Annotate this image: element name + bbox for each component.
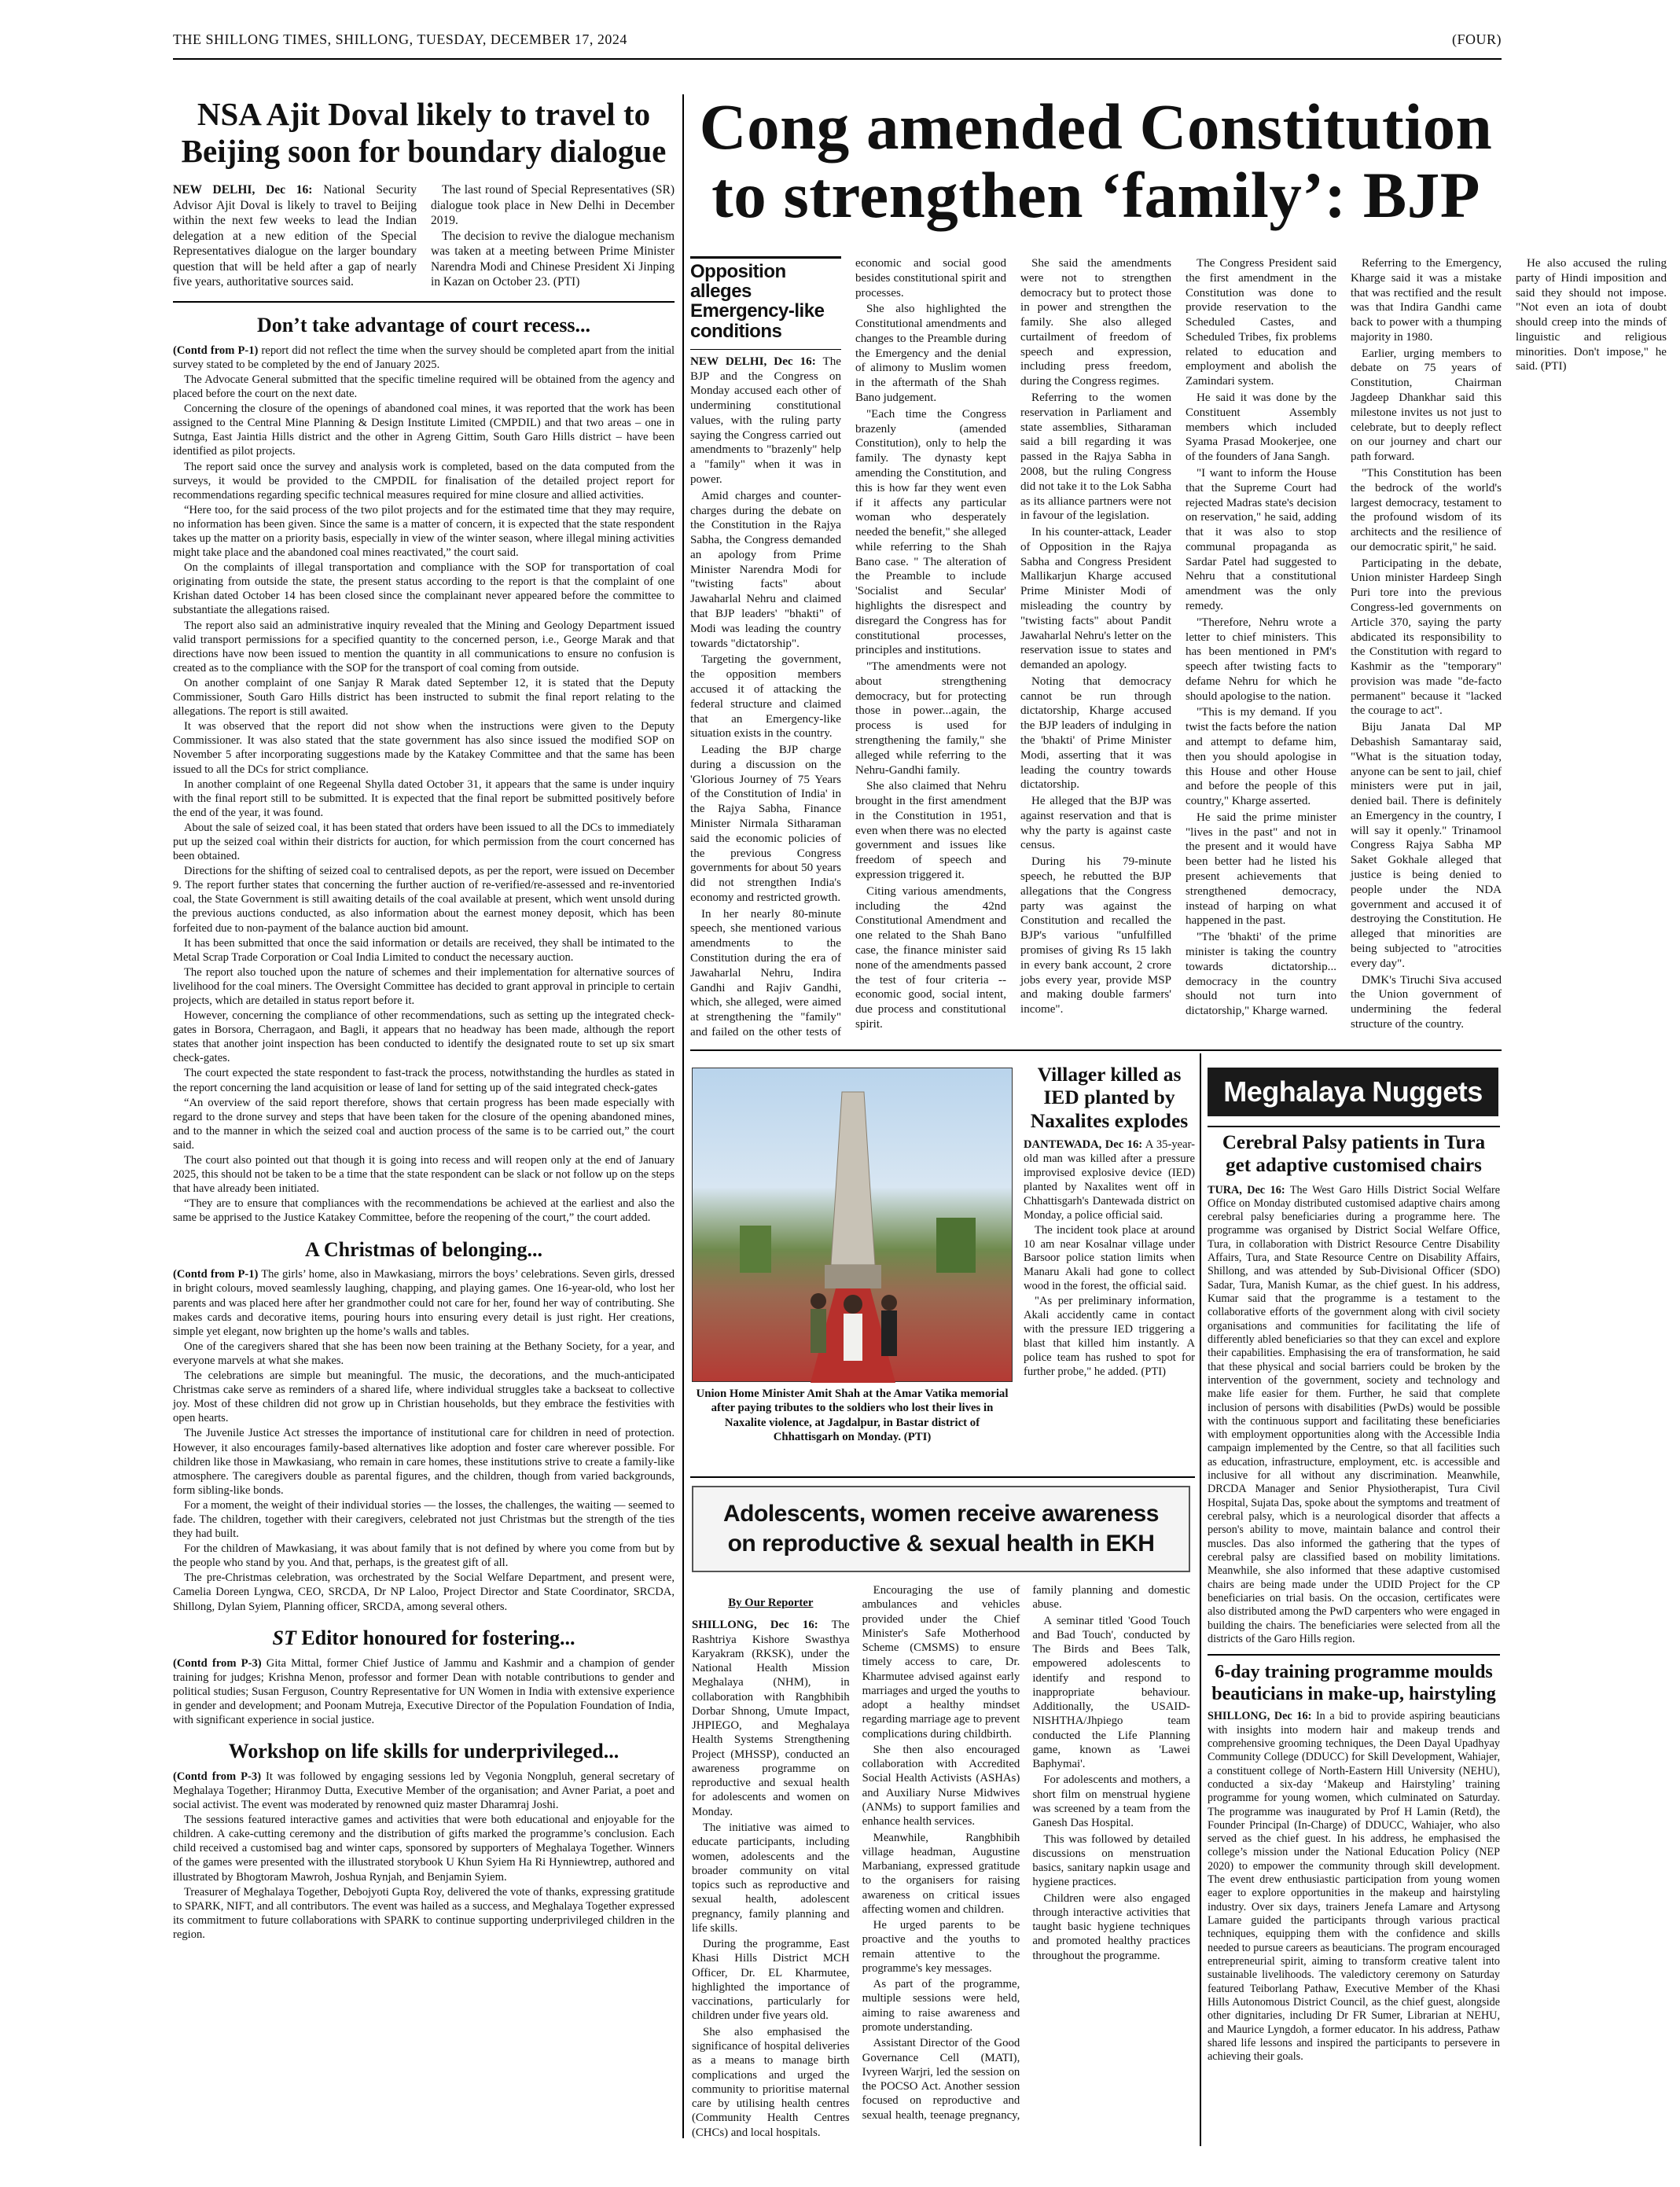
adolescents-para: The initiative was aimed to educate participants, including women, adolescents and the broader community on vital topics such as reproductive and sexual health, adolescent pregnancy, family planning and life skills. bbox=[692, 1821, 850, 1935]
villager-body bbox=[1024, 1138, 1195, 1380]
christmas-para: The pre-Christmas celebration, was orchestrated by the Social Welfare Department, and present were, Camelia Doreen Lyngwa, CEO, SRCDA, Dr NP Laloo, Project Director and State Coordinator, SRCDA, Shillong, Dylan Syiem, Planning officer, SRCDA, among several others. bbox=[173, 1571, 675, 1613]
workshop-para: It was followed by engaging sessions led by Vegonia Nongpluh, general secretary of Meghalaya Together; Hiranmoy Dutta, Executive Member of the organisation; and Avner Pariat, a poet and social activist. The event was moderated by renowned quiz master Dharamraj Joshi. bbox=[173, 1770, 675, 1812]
training-article bbox=[1208, 1710, 1500, 2064]
court-para: It was observed that the report did not show when the instructions were given to the Deputy Commissioner. It was also stated that the state government has also since issued the modified SOP on November 5 after incorporating suggestions made by the Katakey Committee and that the same has been issued to all the DCs for strict compliance. bbox=[173, 720, 675, 776]
court-para: The report said once the survey and analysis work is completed, based on the data computed from the surveys, it would be provided to the CMPDIL for finalisation of the detailed project report for recommendations regarding specific technical measures required for mine closure and allied activities. bbox=[173, 460, 675, 502]
adolescents-para: The Rashtriya Kishore Swasthya Karyakram (RKSK), under the National Health Mission Meghalaya (NHM), in collaboration with Rangbhibih Dorbar Shnong, Umute Impact, JHPIEGO, and Meghalaya Health Systems Strengthening Project (MHSSP), conducted an awareness programme on reproductive and sexual health for adolescents and women on Monday. bbox=[692, 1619, 850, 1818]
nuggets-banner: Meghalaya Nuggets bbox=[1208, 1068, 1498, 1116]
lead-para: Referring to the women reservation in Parliament and state assemblies, Sitharaman said a bill regarding it was passed in the Rajya Sabha in 2008, but the ruling Congress did not take it to the Lok Sabha as its alliance partners were not in favour of the legislation. bbox=[1020, 391, 1171, 523]
st-editor-body: Gita Mittal, former Chief Justice of Jammu and Kashmir and a champion of gender training for judges; Krishna Menon, professor and former Dean with notable contributions to gender and political studies; Susan Ferguson, Country Representative for UN Women in India with extensive experience in gender and development; and Poonam Mutreja, Executive Director of the Population Foundation of India, with significant experience in social justice. bbox=[173, 1656, 675, 1726]
lead-headline-line2: to strengthen ‘family’: BJP bbox=[711, 159, 1480, 232]
adolescents-para: Assistant Director of the Good Governance Cell (MATI), Ivyreen Warjri, led the session on the POCSO Act. Another session focused on reproductive and sexual health, teenage pregnancy, family planning and domestic abuse. bbox=[862, 1584, 1190, 2122]
lead-para: Leading the BJP charge during a discussion on the 'Glorious Journey of 75 Years of the Constitution of India' in the Rajya Sabha, Finance Minister Nirmala Sitharaman said the economic policies of the previous Congress governments for about 50 years did not strengthen India's economy and restricted growth. bbox=[690, 744, 841, 904]
adolescents-para: She then also encouraged collaboration with Accredited Social Health Activists (ASHAs) and Auxiliary Nurse Midwives (ANMs) to support families and enhance health services. bbox=[862, 1743, 1020, 1829]
court-para: The court also pointed out that though it is going into recess and will reopen only at the end of January 2025, this should not be taken to be a time that the state respondent can be slack or not follow up on the steps that have already been initiated. bbox=[173, 1154, 675, 1196]
court-para: However, concerning the compliance of other recommendations, such as setting up the integrated check-gates in Borsora, Cherragaon, and Bagli, it appears that no headway has been made, although the report states that another joint inspection has been conducted to identify the designated route to set up six smart check-gates. bbox=[173, 1009, 675, 1065]
lead-para: In her nearly 80-minute speech, she mentioned various amendments to the Constitution during the era of Jawaharlal Nehru, Indira Gandhi and Rajiv Gandhi, which, she alleged, were aimed at strengthening the "family" and failed on the other tests of economic and social good besides constitutional spirit and processes. bbox=[690, 257, 1006, 1038]
lead-sidehead: Opposition alleges Emergency-like conditions bbox=[690, 256, 841, 341]
adolescents-para: For adolescents and mothers, a short film on menstrual hygiene was screened by a team from the Ganesh Das Hospital. bbox=[1032, 1773, 1190, 1830]
nuggets-column bbox=[1208, 1121, 1500, 2151]
adolescents-para: A seminar titled 'Good Touch and Bad Touch', conducted by The Birds and Bees Talk, empowered adolescents to identify and respond to inappropriate behaviour. Additionally, the USAID-NISHTHA/Jhpiego team conducted the Life Planning game, known as 'Lawei Baphymai'. bbox=[1032, 1614, 1190, 1771]
lead-headline bbox=[690, 90, 1502, 232]
court-headline: Don’t take advantage of court recess... bbox=[256, 313, 591, 336]
lead-para: The Congress President said the first amendment in the Constitution was done to provide reservation to the Scheduled Castes, and Scheduled Tribes, fix problems related to education and employment and abolish the Zamindari system. bbox=[1186, 257, 1336, 388]
adolescents-para: Children were also engaged through interactive activities that taught basic hygiene techniques and promoted healthy practices throughout the programme. bbox=[1032, 1891, 1190, 1962]
cp-article bbox=[1208, 1184, 1500, 1647]
lead-para: "Each time the Congress brazenly (amended Constitution), only to help the family. The dynasty kept amending the Constitution, and this is how far they went even if it affects any particular woman who desperately needed the benefit," she alleged while referring to the Shah Bano case. " The alteration of the Preamble to include 'Socialist and Secular' highlights the disrespect and disregard the Congress has for constitutional processes, principles and institutions. bbox=[855, 407, 1006, 657]
christmas-para: One of the caregivers shared that she has been now been training at the Bethany Society, for a year, and everyone marvels at what she makes. bbox=[173, 1340, 675, 1367]
court-para: Directions for the shifting of seized coal to centralised depots, as per the report, were issued on December 9. The report further states that concerning the further auction of re-verified/re-assessed and re-inventoried coal, the State Government is still awaiting details of the coal available at present, which went unsold during the previous auctions conducted, as also information about the earnest money deposit, which has been forfeited due to non-payment of the balance auction bid amount. bbox=[173, 865, 675, 935]
adolescents-headline bbox=[723, 1499, 1159, 1560]
court-para: “Here too, for the said process of the two pilot projects and for the estimated time that they may require, no information has been given. Since the same is a matter of concern, it is expected that the state respondent takes up the matter on a priority basis, especially in view of the winter season, where illegal mining activities might take place and the abandoned coal mines reactivated,” the court said. bbox=[173, 503, 675, 560]
lead-para: "The amendments were not about strengthening democracy, but for protecting those in power...again, the process is used for strengthening the family," she alleged while referring to the Nehru-Gandhi family. bbox=[855, 660, 1006, 777]
adolescents-para: Encouraging the use of ambulances and vehicles provided under the Chief Minister's Safe Motherhood Scheme (CMSMS) to ensure timely access to care, Dr. Kharmutee advised against early marriages and urged the youths to adopt a healthy mindset regarding marriage age to prevent complications during childbirth. bbox=[862, 1584, 1020, 1740]
lead-para: Targeting the government, the opposition members accused it of attacking the federal structure and claimed that an Emergency-like situation exists in the country. bbox=[690, 653, 841, 741]
christmas-para: The Juvenile Justice Act stresses the importance of institutional care for children in need of protection. However, it also encourages family-based alternatives like adoption and foster care wherever possible. For children like those in Mawkasiang, who remain in care homes, these institutions strive to create a family-like atmosphere. The caregivers double as parental figures, and the children, though from varied backgrounds, form sibling-like bonds. bbox=[173, 1427, 675, 1497]
lead-para: Earlier, urging members to debate on 75 years of Constitution, Chairman Jagdeep Dhankhar said this milestone invites us not just to celebrate, but to deeply reflect on our journey and chart our path forward. bbox=[1351, 347, 1502, 464]
st-italic: ST bbox=[272, 1626, 296, 1649]
nuggets-inner-divider bbox=[1208, 1654, 1500, 1656]
court-para: It has been submitted that once the said information or details are received, they shall be intimated to the Metal Scrap Trade Corporation or Coal India Limited to conduct the necessary auction. bbox=[173, 936, 675, 964]
left-column bbox=[173, 96, 675, 2156]
lead-para: She also claimed that Nehru brought in the first amendment in the Constitution in 1951, even when there was no elected government and issues like freedom of speech and expression triggered it. bbox=[855, 780, 1006, 882]
divider bbox=[173, 301, 675, 303]
adolescents-para: Meanwhile, Rangbhibih village headman, Augustine Marbaniang, expressed gratitude to the organisers for raising awareness on critical issues affecting women and children. bbox=[862, 1831, 1020, 1916]
villager-article bbox=[1024, 1063, 1195, 1472]
lead-para: "The 'bhakti' of the prime minister is taking the country towards dictatorship... democracy in the country should not turn into dictatorship," Kharge warned. bbox=[1186, 931, 1336, 1018]
adolescents-columns bbox=[692, 1583, 1190, 2145]
adolescents-headline-line2: on reproductive & sexual health in EKH bbox=[727, 1531, 1155, 1557]
christmas-article bbox=[173, 1267, 675, 1613]
adolescents-para: As part of the programme, multiple sessions were held, aiming to raise awareness and promote understanding. bbox=[862, 1978, 1020, 2034]
lead-para: "This Constitution has been the bedrock of the world's largest democracy, testament to the profound wisdom of its architects and the resilience of our democratic spirit," he said. bbox=[1351, 466, 1502, 553]
cp-body: The West Garo Hills District Social Welfare Office on Monday distributed customised adaptive chairs among cerebral palsy beneficiaries during a programme here. The programme was organised by District Social Welfare Office, Tura, in collaboration with District Resource Centre Disability Affairs, Tura, and State Resource Centre on Disability Affairs, Shillong, and was attended by Sub-Divisional Officer (SDO) Sadar, Tura, Manish Kumar, as the chief guest. In his address, Kumar said that the programme is a testament to the collaborative efforts of the government along with civil society organisations and communities for facilitating the life of differently abled beneficiaries so that they can excel and explore their capabilities. Emphasising the era of transformation, he said that these physical and social barriers could be broken by the intervention of the government, society and technology and make life easier for them. Further, he said that complete inclusion of persons with disabilities (PwDs) would be possible with the continuous support and facilitating these beneficiaries with employment opportunities along with the Accessible India campaign implemented by the Centre, so that all facilities such as education, infrastructure, employment, etc. is accessible and inclusive for all without any discrimination. Meanwhile, DRCDA Manager and Senior Physiotherapist, Tura Civil Hospital, Sujata Das, spoke about the symptoms and treatment of cerebral palsy, which is a neurological disorder that affects a person's ability to move, maintain balance and control their muscles. Das also informed the gathering that the types of cerebral palsy are classified based on mobility limitations. Meanwhile, she also informed that these adaptive customised chairs are being made under the UDID Project for the CP beneficiaries on trial basis. On the occasion, certificates were also distributed among the PwD carpenters who were engaged in building the chairs. The beneficiaries were selected from all the districts of the Garo Hills region. bbox=[1208, 1183, 1500, 1645]
christmas-headline: A Christmas of belonging... bbox=[305, 1237, 542, 1261]
adolescents-headline-line1: Adolescents, women receive awareness bbox=[723, 1500, 1159, 1527]
st-headline-rest: Editor honoured for fostering... bbox=[296, 1626, 575, 1649]
court-para: On the complaints of illegal transportation and compliance with the SOP for transportation of coal originating from outside the state, the present status according to the report is that the complaint of one Krishan dated October 14 has been closed since the complainant never appeared before the committee to substantiate the allegations raised. bbox=[173, 561, 675, 617]
lead-para: Participating in the debate, Union minister Hardeep Singh Puri tore into the previous Congress-led governments on Article 370, saying the party abdicated its responsibility to the Constitution with regard to Kashmir as the "temporary" provision was made "de-facto permanent" because it "lacked the courage to act". bbox=[1351, 557, 1502, 718]
lead-para: Citing various amendments, including the 42nd Constitutional Amendment and one related to the Shah Bano case, the finance minister said none of the amendments passed the test of four criteria -- economic good, social intent, due process and constitutional spirit. bbox=[855, 884, 1006, 1031]
workshop-para: Treasurer of Meghalaya Together, Debojyoti Gupta Roy, delivered the vote of thanks, expressing gratitude to SPARK, NIFT, and all contributors. The event was hailed as a success, and Meghalaya Together expressed its commitment to future collaborations with SPARK to continue supporting underprivileged children in the region. bbox=[173, 1885, 675, 1941]
page-header bbox=[173, 31, 1502, 60]
christmas-contd: (Contd from P-1) bbox=[173, 1268, 259, 1281]
lead-para: Noting that democracy cannot be run through dictatorship, Kharge accused the BJP leaders of indulging in the 'bhakti' of Prime Minister Modi, asserting that it was leading the country towards dictatorship. bbox=[1020, 674, 1171, 792]
memorial-photo-illustration bbox=[693, 1068, 1013, 1383]
adolescents-divider bbox=[690, 1476, 1195, 1478]
lead-para: She also highlighted the Constitutional amendments and changes to the Preamble during the Emergency and the denial of alimony to Muslim women in the aftermath of the Shah Bano judgement. bbox=[855, 303, 1006, 405]
adolescents-para: During the programme, East Khasi Hills District MCH Officer, Dr. EL Kharmutee, highlighted the importance of vaccinations, particularly for children under five years old. bbox=[692, 1938, 850, 2023]
lead-headline-block bbox=[690, 90, 1502, 250]
adolescents-byline: By Our Reporter bbox=[728, 1597, 814, 1609]
workshop-article bbox=[173, 1770, 675, 1942]
doval-body-3: The decision to revive the dialogue mechanism was taken at a meeting between Prime Minister Narendra Modi and Chinese President Xi Jinping in Kazan on October 23. (PTI) bbox=[431, 229, 675, 289]
adolescents-headline-box bbox=[692, 1486, 1190, 1572]
villager-para: "As per preliminary information, Akali accidently came in contact with the pressure IED triggering a blast that killed him instantly. A police team has rushed to spot for further probe," he added. (PTI) bbox=[1024, 1295, 1195, 1378]
photo-caption: Union Home Minister Amit Shah at the Amar Vatika memorial after paying tributes to the soldiers who lost their lives in Naxalite violence, at Jagdalpur, in Bastar district of Chhattisgarh on Monday. (PTI) bbox=[696, 1388, 1009, 1444]
villager-para: The incident took place at around 10 am near Kosalnar village under Barsoor police station limits when Manaru Akali had gone to collect wood in the forest, the official said. bbox=[1024, 1223, 1195, 1293]
lead-para: He alleged that the BJP was against reservation and that is why the party is against caste census. bbox=[1020, 795, 1171, 852]
court-para: “An overview of the said report therefore, shows that certain progress has been made especially with regard to the drone survey and steps that have been taken for the closure of the opening abandoned mines, and to the manner in which the seized coal and auction process of the same is to be carried out,” the court said. bbox=[173, 1096, 675, 1152]
lead-para: In his counter-attack, Leader of Opposition in the Rajya Sabha and Congress President Mallikarjun Kharge accused Prime Minister Modi of misleading the country by "twisting facts" about Pandit Jawaharlal Nehru's letter on the reservation issue to states and demanded an apology. bbox=[1020, 526, 1171, 672]
adolescents-dateline: SHILLONG, Dec 16: bbox=[692, 1619, 818, 1632]
masthead-line: THE SHILLONG TIMES, SHILLONG, TUESDAY, DECEMBER 17, 2024 bbox=[173, 31, 627, 47]
page-number: (FOUR) bbox=[1451, 31, 1502, 47]
lead-para: Referring to the Emergency, Kharge said it was a mistake that was rectified and the result was that Indira Gandhi came back to power with a thumping majority in 1980. bbox=[1351, 257, 1502, 344]
training-dateline: SHILLONG, Dec 16: bbox=[1208, 1710, 1312, 1723]
villager-dateline: DANTEWADA, Dec 16: bbox=[1024, 1138, 1143, 1151]
lead-para: He said it was done by the Constituent Assembly members which included Syama Prasad Mookerjee, one of the founders of Jana Sangh. bbox=[1186, 391, 1336, 464]
cp-headline: Cerebral Palsy patients in Tura get adaptive customised chairs bbox=[1208, 1126, 1500, 1178]
workshop-para: The sessions featured interactive games and activities that were both educational and enjoyable for the children. A cake-cutting ceremony and the distribution of gifts marked the programme’s conclusion. Each child received a customised bag and winter caps, sponsored by supporters of Meghalaya Together. Winners of the games were presented with the illustrated storybook U Khun Syiem Ha Ri Hynniewtrep, authored and illustrated by Bhogtoram Mawroh, Joshua Rynjah, and Benjamin Syiem. bbox=[173, 1814, 675, 1884]
adolescents-para: He urged parents to be proactive and the youths to remain attentive to the programme's key messages. bbox=[862, 1919, 1020, 1975]
court-article bbox=[173, 344, 675, 1226]
christmas-para: The celebrations are simple but meaningful. The music, the decorations, and the much-anticipated Christmas cake serve as reminders of a shared life, where individual struggles take a backseat to collective joy. Most of these children did not grow up in Christian households, but they embrace the festivities with open hearts. bbox=[173, 1369, 675, 1425]
court-contd: (Contd from P-1) bbox=[173, 344, 259, 357]
court-para: On another complaint of one Sanjay R Marak dated September 12, it is stated that the Deputy Commissioner, South Garo Hills district has been instructed to submit the final report relating to the allegations. The report is still awaited. bbox=[173, 676, 675, 719]
training-headline: 6-day training programme moulds beauticians in make-up, hairstyling bbox=[1211, 1662, 1496, 1704]
lead-para: During his 79-minute speech, he rebutted the BJP allegations that the Congress party was against the Constitution and recalled the BJP's various "unfulfilled promises of giving Rs 15 lakh in every bank account, 2 crore jobs every year, provide MSP and making double farmers' income". bbox=[1020, 855, 1171, 1016]
lead-para: "I want to inform the House that the Supreme Court had rejected Madras state's decision on reservation," he said, adding that it was also to stop communal propaganda as Sardar Patel had suggested to Nehru that a constitutional amendment was the only remedy. bbox=[1186, 466, 1336, 612]
lead-para: The BJP and the Congress on Monday accused each other of undermining constitutional values, with the ruling party saying the Congress carried out amendments to "brazenly" help a "family" when it was in power. bbox=[690, 355, 841, 486]
villager-para: A 35-year-old man was killed after a pressure improvised explosive device (IED) planted by Naxalites went off in Chhattisgarh's Dantewada district on Monday, a police official said. bbox=[1024, 1138, 1195, 1222]
court-para: The report also touched upon the nature of schemes and their implementation for alternative sources of livelihood for the coal miners. The Oversight Committee has decided to grant approval in principle to certain projects, which are detailed in status report before it. bbox=[173, 965, 675, 1007]
lead-para: "Therefore, Nehru wrote a letter to chief ministers. This has been mentioned in PM's speech after twisting facts to defame Nehru for which he should apologise to the nation. bbox=[1186, 616, 1336, 703]
adolescents-article bbox=[692, 1583, 1190, 2149]
court-para: The Advocate General submitted that the specific timeline required will be obtained from the agency and placed before the court on the next date. bbox=[173, 373, 675, 401]
court-para: About the sale of seized coal, it has been stated that orders have been issued to all the DCs to immediately put up the seized coal within their districts for auction, for which permission from the court concerned has been obtained. bbox=[173, 821, 675, 863]
christmas-para: For a moment, the weight of their individual stories — the losses, the challenges, the waiting — seemed to fade. The children, together with their caregivers, celebrated not just Christmas but the strength of the ties they had built. bbox=[173, 1498, 675, 1541]
sidehead-rule bbox=[690, 349, 841, 350]
cp-dateline: TURA, Dec 16: bbox=[1208, 1183, 1285, 1196]
court-para: In another complaint of one Regeenal Shylla dated October 31, it appears that the same is under inquiry with the final report still to be submitted. It is expected that the final report be submitted positively before the end of the year, it was found. bbox=[173, 777, 675, 819]
court-para: The report also said an administrative inquiry revealed that the Mining and Geology Department issued valid transport permissions for a specified quantity to the concerned person, i.e., George Marak and that directions have now been issued to mention the quantity in all communications to ensure no confusion is created as to the compliance with the SOP for the transport of coal coming from outside. bbox=[173, 619, 675, 674]
adolescents-para: This was followed by detailed discussions on menstruation basics, sanitary napkin usage and hygiene practices. bbox=[1032, 1832, 1190, 1889]
lead-para: She said the amendments were not to strengthen democracy but to protect those in power and strengthen the family. She also alleged curtailment of freedom of speech and expression, including press freedom, during the Congress regimes. bbox=[1020, 257, 1171, 388]
court-para: “They are to ensure that compliances with the recommendations be achieved at the earliest and also the same be apprised to the Justice Katakey Committee, before the reopening of the court,” the court added. bbox=[173, 1197, 675, 1225]
lead-article bbox=[690, 256, 1667, 1046]
doval-body-2: The last round of Special Representatives (SR) dialogue took place in New Delhi in December 2019. bbox=[431, 183, 675, 228]
column-divider-main bbox=[682, 94, 684, 2138]
lead-headline-line1: Cong amended Constitution bbox=[699, 90, 1493, 163]
court-para: The court expected the state respondent to fast-track the process, notwithstanding the hurdles as stated in the report concerning the land acquisition or lease of land for setting up of the said integrated check-gates bbox=[173, 1067, 675, 1094]
lead-article-columns bbox=[690, 256, 1667, 1042]
christmas-para: For the children of Mawkasiang, it was about family that is not defined by where you come from but by the people who stand by you. And that, perhaps, is the greatest gift of all. bbox=[173, 1542, 675, 1570]
workshop-contd: (Contd from P-3) bbox=[173, 1770, 262, 1783]
lead-para: Amid charges and counter-charges during the debate on the Constitution in the Rajya Sabha, the Congress demanded an apology from Prime Minister Narendra Modi for "twisting facts" about Jawaharlal Nehru and claimed that BJP leaders' "bhakti" of Modi was leading the country towards "dictatorship". bbox=[690, 489, 841, 650]
lead-para: He said the prime minister "lives in the past" and not in the present and it would have been better had he listed his present achievements that strengthened democracy, instead of harping on what happened in the past. bbox=[1186, 810, 1336, 928]
news-photo bbox=[692, 1068, 1013, 1382]
doval-body-1: National Security Advisor Ajit Doval is likely to travel to Beijing within the next few weeks to lead the Indian delegation at a new edition of the Special Representatives dialogue on the larger boundary question that will be held after a gap of nearly five years, authoritative sources said. bbox=[173, 183, 417, 289]
court-para: Concerning the closure of the openings of abandoned coal mines, it was reported that the work has been assigned to the Central Mine Planning & Design Institute Limited (CMPDIL) and that two areas – one in Sutnga, East Jaintia Hills district and the other in Agreng Gittim, South Garo Hills district – have been identified as pilot projects. bbox=[173, 402, 675, 458]
lead-para: DMK's Tiruchi Siva accused the Union government of undermining the federal structure of the country. bbox=[1351, 973, 1502, 1031]
st-editor-contd: (Contd from P-3) bbox=[173, 1656, 262, 1670]
adolescents-para: She also emphasised the significance of hospital deliveries as a means to manage birth complications and urged the community to prioritise maternal care by utilising health centres (Community Health Centres (CHCs) and local hospitals. bbox=[692, 2025, 850, 2139]
doval-dateline: NEW DELHI, Dec 16: bbox=[173, 183, 313, 197]
training-body: In a bid to provide aspiring beauticians with insights into modern hair and makeup trends and comprehensive grooming techniques, the Deen Dayal Upadhyay Community College (DDUCC) for Skill Development, Wahiajer, a constituent college of North-Eastern Hill University (NEHU), conducted a six-day ‘Makeup and Hairstyling’ training programme for young women, which culminated on Saturday. The programme was inaugurated by Prof H Lamin (Retd), the Founder Principal (In-Charge) of DDUCC, Wahiajer, who also served as the chief guest. In his address, he emphasised the college’s mission under the National Education Policy (NEP 2020) to empower the community through skill development. The event drew enthusiastic participation from young women eager to explore opportunities in the makeup and hairstyling industry. Over six days, trainers Jenefa Lamare and Artysong Lamare guided the participants through various practical techniques, equipping them with the confidence and skills needed to pursue careers as beauticians. The program encouraged entrepreneurial spirit, aiming to transform creative talent into sustainable livelihoods. The valedictory ceremony on Saturday featured Teiborlang Pathaw, Executive Member of the Khasi Hills Autonomous District Council, as the chief guest, alongside other dignitaries, including Dr FR Sumer, Librarian at NEHU, and Maurice Lyngdoh, a former educator. In his address, Pathaw shared life lessons and inspired the participants to persevere in achieving their goals. bbox=[1208, 1710, 1500, 2064]
doval-headline: NSA Ajit Doval likely to travel to Beijing soon for boundary dialogue bbox=[181, 96, 667, 170]
lead-para: Biju Janata Dal MP Debashish Samantaray said, "What is the situation today, anyone can be sent to jail, chief ministers were put in jail, denied bail. There is definitely an Emergency in the country, I will say it openly." Trinamool Congress Rajya Sabha MP Saket Gokhale alleged that justice is being denied to people under the NDA government and accused it of destroying the Constitution. He alleged that minorities are being subjected to "atrocities every day". bbox=[1351, 721, 1502, 970]
section-divider bbox=[690, 1049, 1502, 1051]
court-para: report did not reflect the time when the survey should be completed apart from the initial survey stated to be completed by the end of January 2025. bbox=[173, 344, 675, 371]
workshop-headline: Workshop on life skills for underprivileged... bbox=[228, 1740, 619, 1762]
doval-article bbox=[173, 182, 675, 290]
lead-para: He also accused the ruling party of Hindi imposition and said they should not impose. "Not even an iota of doubt should creep into the minds of linguistic and religious minorities. Don't impose," he said. (PTI) bbox=[1516, 257, 1667, 373]
lead-para: "This is my demand. If you twist the facts before the nation and attempt to defame him, then you should apologise in this House and other House and before the people of this country," Kharge asserted. bbox=[1186, 706, 1336, 808]
villager-headline: Villager killed as IED planted by Naxalites explodes bbox=[1030, 1063, 1189, 1132]
st-editor-article bbox=[173, 1656, 675, 1727]
lead-dateline: NEW DELHI, Dec 16: bbox=[690, 355, 816, 368]
nuggets-divider bbox=[1200, 1053, 1201, 2146]
st-editor-headline bbox=[173, 1626, 675, 1650]
christmas-para: The girls’ home, also in Mawkasiang, mirrors the boys’ celebrations. Seven girls, dressed in bright colours, moved seamlessly laughing, chapping, and playing games. One 16-year-old, who lost her parents and was placed here after her grandmother could not care for her, found her way of contributing. She makes cards and decorative items, pouring hours into ensuring every detail is just right. Her creations, simple yet elegant, now brighten up the home’s walls and tables. bbox=[173, 1268, 675, 1338]
